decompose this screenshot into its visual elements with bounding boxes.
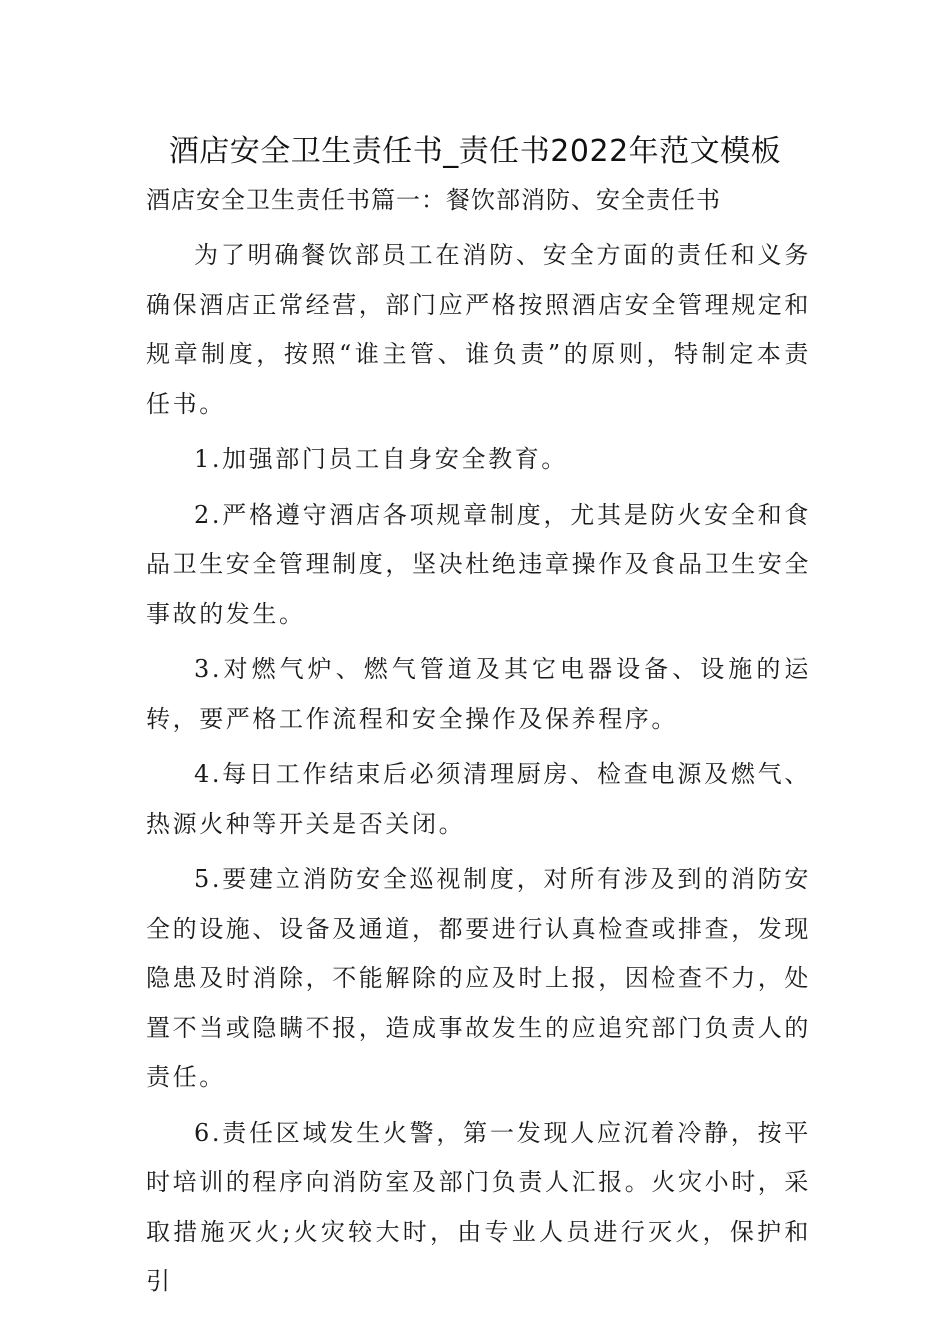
paragraph-item-2: 2.严格遵守酒店各项规章制度，尤其是防火安全和食品卫生安全管理制度，坚决杜绝违章操作及食品卫生安全事故的发生。 <box>146 500 811 628</box>
paragraph-item-5: 5.要建立消防安全巡视制度，对所有涉及到的消防安全的设施、设备及通道，都要进行认真检查或排查，发现隐患及时消除，不能解除的应及时上报，因检查不力，处置不当或隐瞒不报，造成事故发生的应追究部门负责人的责任。 <box>146 865 811 1091</box>
paragraph-intro: 为了明确餐饮部员工在消防、安全方面的责任和义务确保酒店正常经营，部门应严格按照酒店安全管理规定和规章制度，按照“谁主管、谁负责”的原则，特制定本责任书。 <box>146 241 811 418</box>
paragraph-item-1: 1.加强部门员工自身安全教育。 <box>194 445 568 473</box>
paragraph-item-3: 3.对燃气炉、燃气管道及其它电器设备、设施的运转，要严格工作流程和安全操作及保养程序。 <box>146 655 811 733</box>
paragraph-item-6: 6.责任区域发生火警，第一发现人应沉着冷静，按平时培训的程序向消防室及部门负责人汇报。火灾小时，采取措施灭火;火灾较大时，由专业人员进行灭火，保护和引 <box>146 1118 811 1295</box>
document-title: 酒店安全卫生责任书_责任书2022年范文模板 <box>168 134 782 169</box>
paragraph-item-4: 4.每日工作结束后必须清理厨房、检查电源及燃气、热源火种等开关是否关闭。 <box>146 760 811 838</box>
document-subtitle: 酒店安全卫生责任书篇一：餐饮部消防、安全责任书 <box>146 186 721 214</box>
document-body <box>146 231 811 1313</box>
